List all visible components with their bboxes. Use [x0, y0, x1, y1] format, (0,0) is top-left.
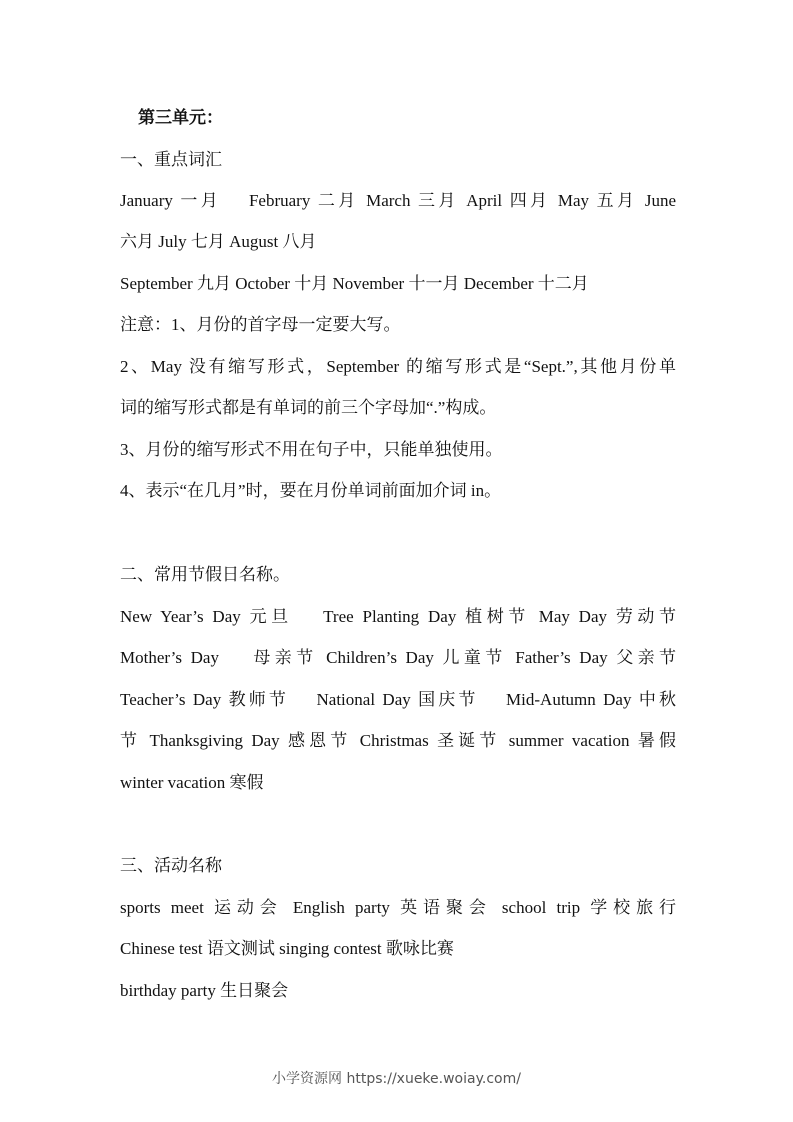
footer-watermark: 小学资源网 https://xueke.woiay.com/: [272, 1071, 521, 1087]
note-item: 注意：1、月份的首字母一定要大写。: [120, 315, 401, 334]
vocab-line: September 九月 October 十月 November 十一月 December 十二月: [120, 274, 589, 293]
note-item: 2、May 没有缩写形式，September 的缩写形式是“Sept.”,其他月份单: [120, 357, 676, 376]
vocab-line: 六月 July 七月 August 八月: [120, 232, 317, 251]
section3-heading: 三、活动名称: [120, 856, 222, 875]
unit-title: 第三单元：: [138, 108, 223, 127]
note-item: 4、表示“在几月”时，要在月份单词前面加介词 in。: [120, 481, 502, 500]
holiday-line: Mother’s Day 母亲节 Children’s Day 儿童节 Father’s Day 父亲节: [120, 648, 676, 667]
holiday-line: New Year’s Day 元旦 Tree Planting Day 植树节 May Day 劳动节: [120, 607, 676, 626]
note-item-continued: 词的缩写形式都是有单词的前三个字母加“.”构成。: [120, 398, 497, 417]
vocab-line: January 一月 February 二月 March 三月 April 四月 May 五月 June: [120, 191, 676, 210]
note-item: 3、月份的缩写形式不用在句子中，只能单独使用。: [120, 440, 503, 459]
holiday-line: 节 Thanksgiving Day 感恩节 Christmas 圣诞节 summer vacation 暑假: [120, 731, 676, 750]
activity-line: birthday party 生日聚会: [120, 981, 289, 1000]
activity-line: sports meet 运动会 English party 英语聚会 school trip 学校旅行: [120, 898, 676, 917]
activity-line: Chinese test 语文测试 singing contest 歌咏比赛: [120, 939, 454, 958]
holiday-line: Teacher’s Day 教师节 National Day 国庆节 Mid-Autumn Day 中秋: [120, 690, 676, 709]
holiday-line: winter vacation 寒假: [120, 773, 264, 792]
section2-heading: 二、常用节假日名称。: [120, 565, 290, 584]
section1-heading: 一、重点词汇: [120, 150, 222, 169]
